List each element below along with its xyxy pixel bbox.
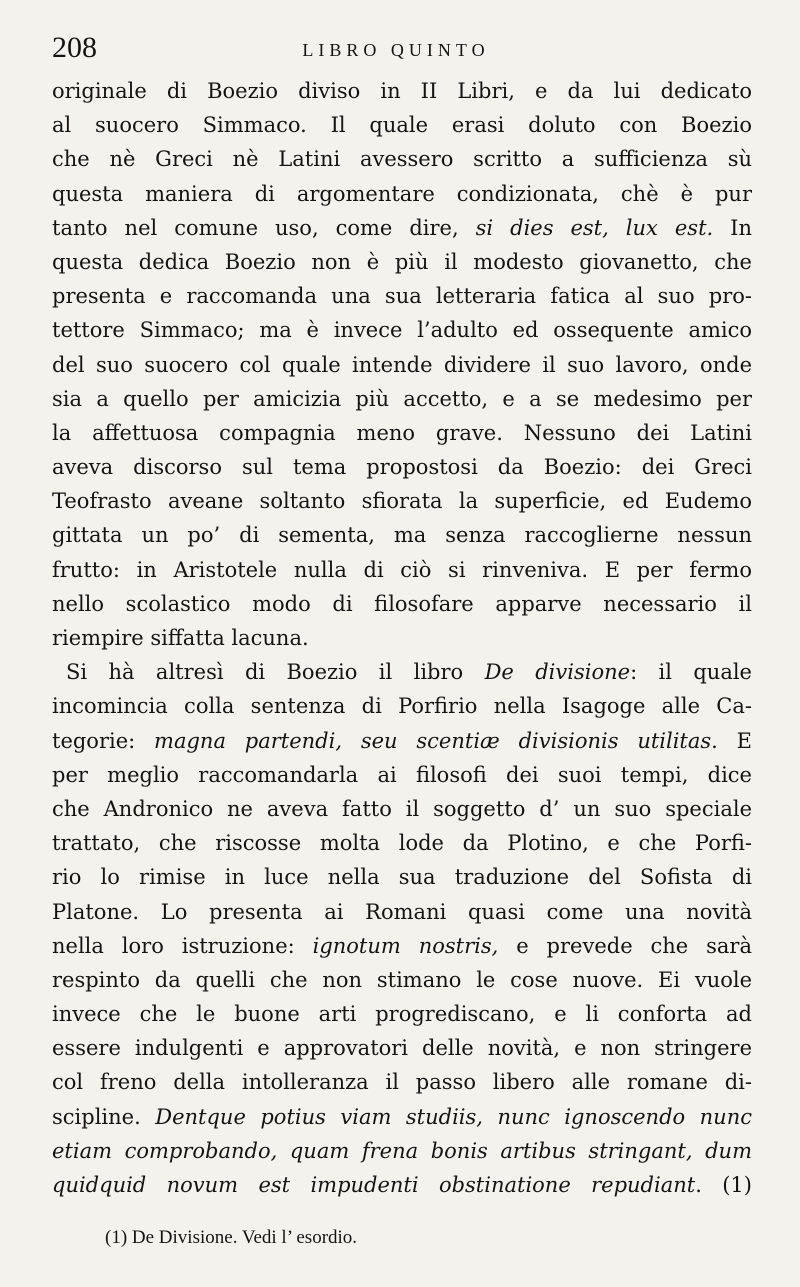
page-header: [52, 30, 740, 70]
text-segment: trattato, che riscosse molta lode da Plotino, e che Porfi-: [52, 831, 752, 856]
text-line: [52, 1100, 752, 1134]
text-line: [52, 382, 752, 416]
text-line: [52, 1134, 752, 1168]
text-segment: sia a quello per amicizia più accetto, e a se medesimo per: [52, 386, 752, 411]
text-segment: invece che le buone arti progrediscano, e li conforta ad: [52, 1002, 752, 1027]
text-line: [52, 1031, 752, 1065]
text-line: [52, 826, 752, 860]
text-line: [52, 416, 752, 450]
italic-text-segment: si dies est, lux est.: [475, 215, 714, 240]
text-line: [52, 758, 752, 792]
text-segment: presenta e raccomanda una sua letteraria fatica al suo pro-: [52, 284, 752, 309]
text-line: [52, 963, 752, 997]
text-segment: al suocero Simmaco. Il quale erasi doluto con Boezio: [52, 113, 752, 138]
text-line: [52, 587, 752, 621]
text-segment: nello scolastico modo di filosofare apparve necessario il: [52, 591, 752, 616]
text-segment: che nè Greci nè Latini avessero scritto a sufficienza sù: [52, 147, 752, 172]
text-line: [52, 484, 752, 518]
text-segment: aveva discorso sul tema propostosi da Boezio: dei Greci: [52, 455, 752, 480]
text-line: [52, 518, 752, 552]
text-segment: questa maniera di argomentare condizionata, chè è pur: [52, 181, 752, 206]
italic-text-segment: ignotum nostris,: [312, 933, 499, 958]
text-segment: frutto: in Aristotele nulla di ciò si rinveniva. E per fermo: [52, 557, 752, 582]
italic-text-segment: magna partendi, seu scentiæ divisionis utilitas: [154, 728, 712, 753]
text-line: [52, 860, 752, 894]
text-line: [52, 792, 752, 826]
italic-text-segment: etiam comprobando, quam frena bonis artibus stringant, dum: [52, 1138, 752, 1163]
text-segment: e prevede che sarà: [498, 933, 752, 958]
text-segment: tegorie:: [52, 728, 155, 753]
text-line: [52, 997, 752, 1031]
text-line: [52, 177, 752, 211]
text-line: [52, 1168, 752, 1202]
text-segment: gittata un po’ di sementa, ma senza raccoglierne nessun: [52, 523, 752, 548]
text-segment: col freno della intolleranza il passo libero alle romane di-: [52, 1070, 752, 1095]
text-line: [52, 279, 752, 313]
text-segment: del suo suocero col quale intende dividere il suo lavoro, onde: [52, 352, 752, 377]
text-segment: tanto nel comune uso, come dire,: [52, 215, 476, 240]
text-segment: nella loro istruzione:: [52, 933, 313, 958]
text-line: [52, 929, 752, 963]
text-segment: tettore Simmaco; ma è invece l’adulto ed ossequente amico: [52, 318, 752, 343]
text-segment: respinto da quelli che non stimano le cose nuove. Ei vuole: [52, 967, 752, 992]
text-segment: questa dedica Boezio non è più il modesto giovanetto, che: [52, 249, 752, 274]
text-line: [52, 724, 752, 758]
text-line: [52, 313, 752, 347]
text-segment: che Andronico ne aveva fatto il soggetto d’ un suo speciale: [52, 796, 752, 821]
text-segment: . (1): [695, 1173, 752, 1197]
text-segment: scipline.: [52, 1104, 156, 1129]
text-line: [52, 108, 752, 142]
text-line: [52, 74, 752, 108]
text-segment: : il quale: [630, 660, 752, 685]
text-segment: per meglio raccomandarla ai filosofi dei suoi tempi, dice: [52, 762, 752, 787]
text-segment: la affettuosa compagnia meno grave. Nessuno dei Latini: [52, 420, 752, 445]
text-segment: incomincia colla sentenza di Porfirio nella Isagoge alle Ca-: [52, 694, 752, 719]
page-number: 208: [52, 31, 97, 64]
text-line: [52, 211, 752, 245]
running-head: LIBRO QUINTO: [302, 40, 490, 60]
text-line: [52, 553, 752, 587]
text-segment: In: [713, 215, 752, 240]
italic-text-segment: Dentque potius viam studiis, nunc ignoscendo nunc: [155, 1104, 752, 1129]
text-line: [52, 245, 752, 279]
text-line: [52, 689, 752, 723]
text-segment: . E: [711, 728, 752, 753]
text-segment: riempire siffatta lacuna.: [52, 626, 309, 650]
italic-text-segment: De divisione: [484, 660, 631, 685]
italic-text-segment: quidquid novum est impudenti obstinatione repudiant: [52, 1173, 696, 1197]
text-line: [52, 142, 752, 176]
text-segment: Si hà altresì di Boezio il libro: [66, 660, 485, 685]
text-segment: originale di Boezio diviso in II Libri, e da lui dedicato: [52, 79, 752, 103]
text-segment: rio lo rimise in luce nella sua traduzione del Sofista di: [52, 865, 752, 890]
text-line: [52, 621, 752, 655]
text-line: [52, 655, 752, 689]
footnote: (1) De Divisione. Vedi l’ esordio.: [105, 1227, 358, 1248]
text-segment: Teofrasto aveane soltanto sfiorata la superficie, ed Eudemo: [52, 489, 752, 514]
body-text: [52, 74, 752, 1202]
text-line: [52, 1065, 752, 1099]
text-line: [52, 450, 752, 484]
text-line: [52, 895, 752, 929]
text-segment: essere indulgenti e approvatori delle novità, e non stringere: [52, 1036, 752, 1061]
text-line: [52, 348, 752, 382]
text-segment: Platone. Lo presenta ai Romani quasi come una novità: [52, 899, 752, 924]
